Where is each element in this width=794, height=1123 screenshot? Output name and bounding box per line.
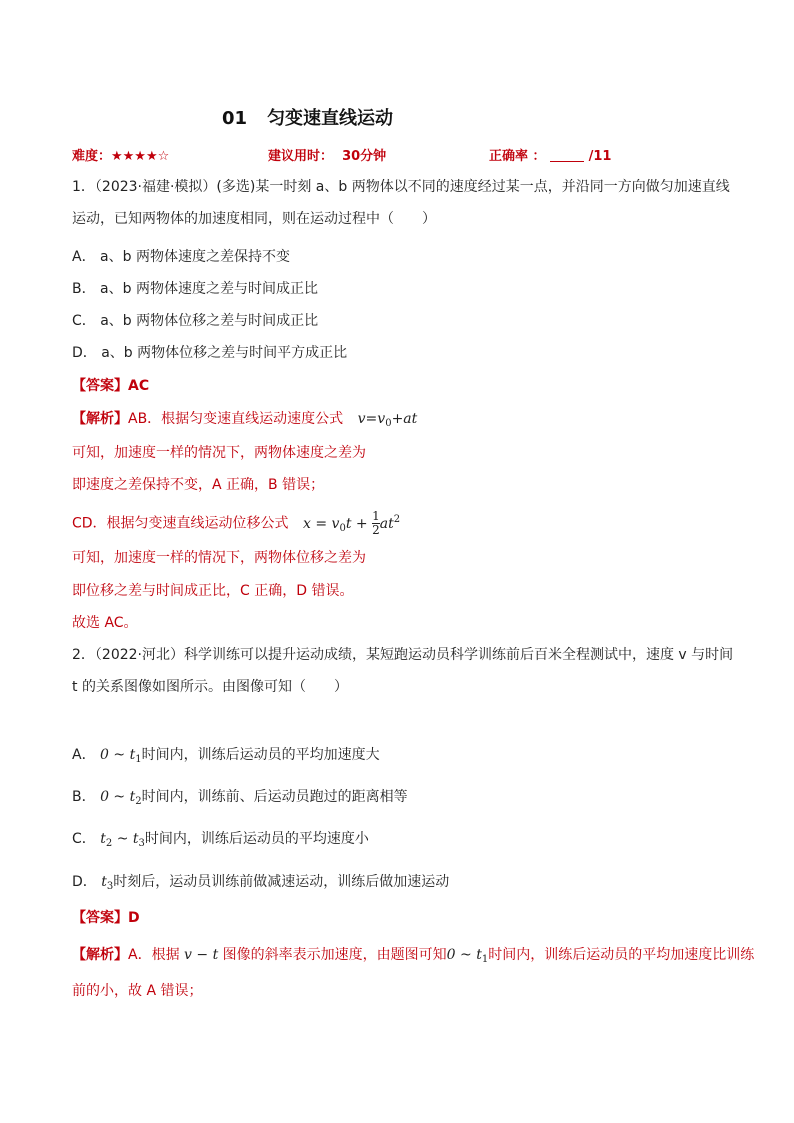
q2-option-c-text: 时间内，训练后运动员的平均速度小 bbox=[144, 831, 369, 847]
q1-option-b: B． a、b 两物体速度之差与时间成正比 bbox=[72, 281, 318, 297]
q2-a-interval: 0 ~ $t_1$ bbox=[100, 747, 142, 765]
q2-option-a: A． 0 ~ $t_1$时间内，训练后运动员的平均加速度大 bbox=[72, 747, 380, 765]
q1-analysis-label: 【解析】 bbox=[72, 411, 128, 427]
q2-analysis-line2: 前的小，故 A 错误； bbox=[72, 983, 203, 999]
suggested-time bbox=[268, 145, 386, 164]
accuracy-blank bbox=[550, 149, 584, 162]
velocity-formula: $v=v_0+at$ bbox=[357, 411, 418, 429]
accuracy-rate bbox=[489, 145, 611, 164]
q2-b-interval: 0 ~ $t_2$ bbox=[100, 789, 142, 807]
q2-stem-line1: 2．（2022·河北）科学训练可以提升运动成绩，某短跑运动员科学训练前后百米全程测试中，速度 v 与时间 bbox=[72, 647, 734, 663]
accuracy-total: /11 bbox=[588, 149, 612, 164]
q2-analysis-part-c: 时间内，训练后运动员的平均加速度比训练 bbox=[488, 947, 755, 963]
q1-stem-line1: 1．（2023·福建·模拟）(多选)某一时刻 a、b 两物体以不同的速度经过某一点，并沿同一方向做匀加速直线 bbox=[72, 179, 730, 195]
q2-c-interval: $t_2$ ~ $t_3$ bbox=[100, 831, 145, 849]
q1-analysis-line5: 可知，加速度一样的情况下，两物体位移之差为 bbox=[72, 550, 366, 566]
displacement-formula: $x = v_0t$ + $\frac{1}{2}$ $at^2$ bbox=[303, 509, 401, 537]
q2-stem-line2: t 的关系图像如图所示。由图像可知（ ） bbox=[72, 679, 348, 695]
q2-answer: 【答案】D bbox=[72, 910, 140, 926]
q1-stem-line2: 运动，已知两物体的加速度相同，则在运动过程中（ ） bbox=[72, 211, 436, 227]
q2-analysis-label: 【解析】 bbox=[72, 947, 128, 963]
q1-option-c: C． a、b 两物体位移之差与时间成正比 bbox=[72, 313, 319, 329]
q1-analysis-line7: 故选 AC。 bbox=[72, 615, 138, 631]
q2-analysis-interval: 0 ~ $t_1$ bbox=[446, 947, 489, 965]
q1-option-d: D． a、b 两物体位移之差与时间平方成正比 bbox=[72, 345, 348, 361]
q2-option-b-text: 时间内，训练前、后运动员跑过的距离相等 bbox=[141, 789, 408, 805]
q1-analysis-line6: 即位移之差与时间成正比，C 正确，D 错误。 bbox=[72, 583, 354, 599]
q2-option-b: B． 0 ~ $t_2$时间内，训练前、后运动员跑过的距离相等 bbox=[72, 789, 408, 807]
q1-analysis-ab bbox=[72, 408, 417, 429]
q1-analysis-ab-text: AB．根据匀变速直线运动速度公式 bbox=[128, 411, 344, 427]
accuracy-label: 正确率 ： bbox=[489, 149, 546, 164]
q2-option-d: D． $t_3$时刻后，运动员训练前做减速运动，训练后做加速运动 bbox=[72, 874, 450, 892]
suggested-time-value: 30分钟 bbox=[342, 149, 387, 164]
suggested-time-label: 建议用时： bbox=[268, 149, 334, 164]
page-title bbox=[222, 104, 393, 130]
q1-analysis-cd-text: CD．根据匀变速直线运动位移公式 bbox=[72, 515, 289, 532]
section-title: 匀变速直线运动 bbox=[267, 108, 394, 129]
q2-analysis-part-b: 图像的斜率表示加速度，由题图可知 bbox=[222, 947, 447, 963]
difficulty-rating: 难度：★★★★☆ bbox=[72, 149, 170, 164]
q2-d-time: $t_3$ bbox=[101, 874, 114, 892]
q2-analysis-part-a: A．根据 bbox=[128, 947, 180, 963]
section-number: 01 bbox=[222, 108, 248, 129]
q1-answer: 【答案】AC bbox=[72, 378, 150, 394]
q2-option-a-text: 时间内，训练后运动员的平均加速度大 bbox=[141, 747, 380, 763]
q1-option-a: A． a、b 两物体速度之差保持不变 bbox=[72, 249, 290, 265]
q1-analysis-line3: 即速度之差保持不变，A 正确，B 错误； bbox=[72, 477, 325, 493]
q1-analysis-line2: 可知，加速度一样的情况下，两物体速度之差为 bbox=[72, 445, 366, 461]
q2-analysis-line1 bbox=[72, 944, 754, 965]
q2-option-d-text: 时刻后，运动员训练前做减速运动，训练后做加速运动 bbox=[113, 874, 450, 890]
q1-analysis-cd bbox=[72, 510, 400, 537]
vt-graph: v − t bbox=[179, 947, 223, 963]
q2-option-c: C． $t_2$ ~ $t_3$时间内，训练后运动员的平均速度小 bbox=[72, 831, 369, 849]
